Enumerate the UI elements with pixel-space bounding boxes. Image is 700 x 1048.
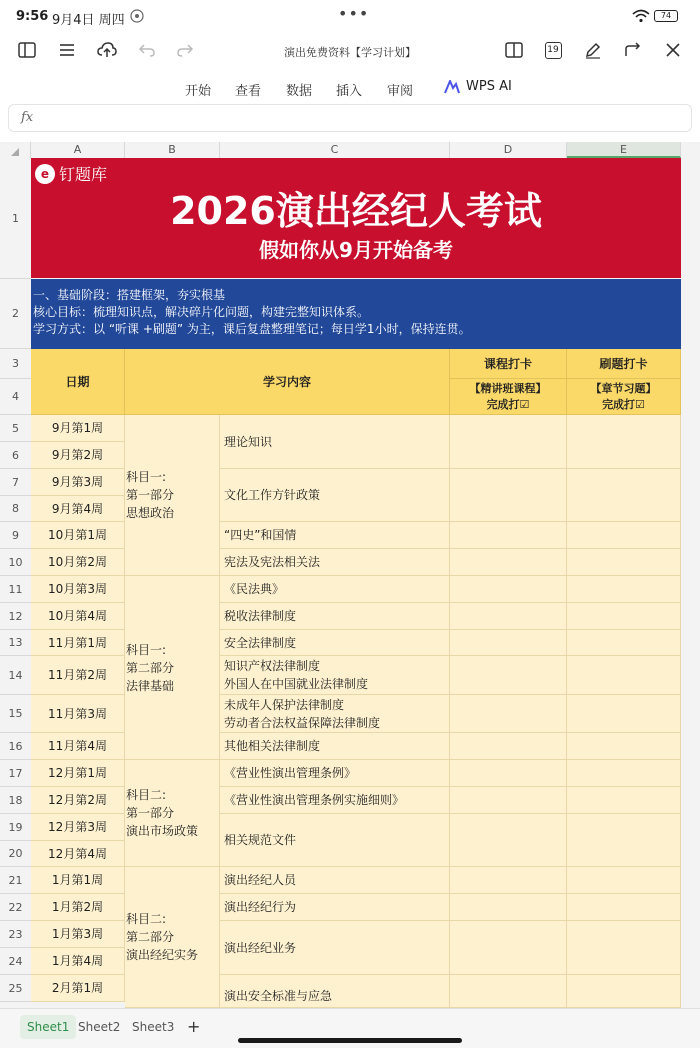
row-header[interactable]: 7 bbox=[0, 469, 31, 496]
date-cell[interactable]: 12月第1周 bbox=[31, 760, 125, 787]
topic-cell[interactable]: 《民法典》 bbox=[220, 576, 450, 603]
tab-data[interactable]: 数据 bbox=[286, 84, 313, 99]
intro-line: 一、基础阶段：搭建框架，夯实根基 bbox=[33, 288, 226, 302]
row-header[interactable]: 5 bbox=[0, 415, 31, 442]
topic-cell[interactable]: 税收法律制度 bbox=[220, 603, 450, 630]
header-content[interactable]: 学习内容 bbox=[125, 349, 450, 415]
redo-icon[interactable] bbox=[173, 38, 197, 62]
row-header[interactable]: 22 bbox=[0, 894, 31, 921]
select-all-corner[interactable] bbox=[0, 142, 31, 158]
date-cell[interactable]: 12月第4周 bbox=[31, 841, 125, 867]
course-check-cell[interactable] bbox=[450, 867, 567, 894]
header-practice[interactable]: 刷题打卡 bbox=[567, 349, 681, 379]
practice-check-cell[interactable] bbox=[567, 975, 681, 1008]
course-check-cell[interactable] bbox=[450, 695, 567, 733]
close-icon[interactable] bbox=[661, 38, 685, 62]
column-header-c[interactable]: C bbox=[220, 142, 450, 158]
practice-check-cell[interactable] bbox=[567, 415, 681, 469]
intro-line: 学习方式：以 “听课 +刷题” 为主，课后复盘整理笔记；每日学1小时，保持连贯。 bbox=[33, 322, 471, 336]
column-header-a[interactable]: A bbox=[31, 142, 125, 158]
wps-ai-icon bbox=[444, 80, 460, 94]
banner-subtitle: 假如你从9月开始备考 bbox=[259, 238, 453, 262]
cloud-sync-icon[interactable] bbox=[95, 38, 119, 62]
course-check-cell[interactable] bbox=[450, 814, 567, 867]
sheet-tab-3[interactable]: Sheet3 bbox=[132, 1020, 175, 1034]
date-cell[interactable]: 9月第4周 bbox=[31, 496, 125, 522]
tab-view[interactable]: 查看 bbox=[235, 84, 262, 99]
row-header[interactable]: 12 bbox=[0, 603, 31, 630]
split-view-icon[interactable] bbox=[502, 38, 526, 62]
topic-cell[interactable]: 未成年人保护法律制度 劳动者合法权益保障法律制度 bbox=[220, 695, 450, 733]
row-header[interactable]: 25 bbox=[0, 975, 31, 1002]
practice-check-cell[interactable] bbox=[567, 656, 681, 695]
tab-insert[interactable]: 插入 bbox=[336, 84, 363, 99]
topic-cell[interactable]: 相关规范文件 bbox=[220, 814, 450, 867]
column-header-b[interactable]: B bbox=[125, 142, 220, 158]
practice-check-cell[interactable] bbox=[567, 921, 681, 975]
header-course[interactable]: 课程打卡 bbox=[450, 349, 567, 379]
practice-check-cell[interactable] bbox=[567, 867, 681, 894]
tab-review[interactable]: 审阅 bbox=[387, 84, 414, 99]
course-check-cell[interactable] bbox=[450, 733, 567, 760]
date-cell[interactable]: 1月第4周 bbox=[31, 948, 125, 975]
row-header[interactable]: 8 bbox=[0, 496, 31, 522]
topic-cell[interactable]: 《营业性演出管理条例》 bbox=[220, 760, 450, 787]
practice-check-cell[interactable] bbox=[567, 630, 681, 656]
ribbon-tabs bbox=[0, 76, 700, 102]
topic-cell[interactable]: 知识产权法律制度 外国人在中国就业法律制度 bbox=[220, 656, 450, 695]
header-course-sub[interactable]: 【精讲班课程】 完成打☑ bbox=[450, 379, 567, 415]
date-cell[interactable]: 2月第1周 bbox=[31, 975, 125, 1002]
topic-cell[interactable]: 演出安全标准与应急 bbox=[220, 975, 450, 1008]
brand-name: 钉题库 bbox=[59, 165, 108, 184]
row-header[interactable]: 18 bbox=[0, 787, 31, 814]
logo-icon: e bbox=[35, 164, 55, 184]
course-check-cell[interactable] bbox=[450, 576, 567, 603]
date-cell[interactable]: 10月第4周 bbox=[31, 603, 125, 630]
topic-cell[interactable]: 其他相关法律制度 bbox=[220, 733, 450, 760]
row-header[interactable]: 1 bbox=[0, 158, 31, 279]
practice-check-cell[interactable] bbox=[567, 695, 681, 733]
practice-check-cell[interactable] bbox=[567, 733, 681, 760]
practice-check-cell[interactable] bbox=[567, 814, 681, 867]
practice-check-cell[interactable] bbox=[567, 469, 681, 522]
row-header[interactable]: 20 bbox=[0, 841, 31, 867]
course-check-cell[interactable] bbox=[450, 469, 567, 522]
date-cell[interactable]: 9月第2周 bbox=[31, 442, 125, 469]
date-cell[interactable]: 10月第2周 bbox=[31, 549, 125, 576]
topic-cell[interactable]: 演出经纪行为 bbox=[220, 894, 450, 921]
topic-cell[interactable]: 文化工作方针政策 bbox=[220, 469, 450, 522]
date-cell[interactable]: 1月第1周 bbox=[31, 867, 125, 894]
tab-start[interactable]: 开始 bbox=[185, 84, 212, 99]
subject-cell[interactable]: 科目一: 第二部分 法律基础 bbox=[125, 576, 220, 760]
share-icon[interactable] bbox=[621, 38, 645, 62]
course-check-cell[interactable] bbox=[450, 894, 567, 921]
row-header[interactable]: 14 bbox=[0, 656, 31, 695]
fx-icon: fx bbox=[21, 110, 34, 125]
topic-cell[interactable]: 安全法律制度 bbox=[220, 630, 450, 656]
course-check-cell[interactable] bbox=[450, 975, 567, 1008]
topic-cell[interactable]: 《营业性演出管理条例实施细则》 bbox=[220, 787, 450, 814]
practice-check-cell[interactable] bbox=[567, 894, 681, 921]
add-sheet-button[interactable]: + bbox=[187, 1017, 201, 1036]
page-count-button[interactable] bbox=[541, 38, 565, 62]
row-header[interactable]: 17 bbox=[0, 760, 31, 787]
course-check-cell[interactable] bbox=[450, 603, 567, 630]
topic-cell[interactable]: 演出经纪人员 bbox=[220, 867, 450, 894]
status-bar bbox=[0, 0, 700, 34]
row-header[interactable]: 4 bbox=[0, 379, 31, 415]
home-indicator[interactable] bbox=[238, 1038, 462, 1043]
tab-wps-ai[interactable] bbox=[444, 79, 512, 94]
date-cell[interactable]: 9月第3周 bbox=[31, 469, 125, 496]
course-check-cell[interactable] bbox=[450, 760, 567, 787]
course-check-cell[interactable] bbox=[450, 630, 567, 656]
status-time: 9:56 bbox=[16, 9, 49, 24]
date-cell[interactable]: 1月第3周 bbox=[31, 921, 125, 948]
topic-cell[interactable]: 理论知识 bbox=[220, 415, 450, 469]
row-header[interactable]: 13 bbox=[0, 630, 31, 656]
subject-cell[interactable]: 科目二: 第二部分 演出经纪实务 bbox=[125, 867, 220, 1008]
date-cell[interactable]: 10月第1周 bbox=[31, 522, 125, 549]
row-header[interactable]: 3 bbox=[0, 349, 31, 379]
date-cell[interactable]: 11月第2周 bbox=[31, 656, 125, 695]
document-title[interactable]: 演出免费资料【学习计划】 bbox=[284, 46, 416, 59]
practice-check-cell[interactable] bbox=[567, 603, 681, 630]
practice-check-cell[interactable] bbox=[567, 760, 681, 787]
topic-cell[interactable]: 宪法及宪法相关法 bbox=[220, 549, 450, 576]
date-cell[interactable]: 11月第4周 bbox=[31, 733, 125, 760]
status-date: 9月4日 周四 bbox=[52, 13, 125, 28]
course-check-cell[interactable] bbox=[450, 549, 567, 576]
page-count-label: 19 bbox=[545, 42, 562, 59]
practice-check-cell[interactable] bbox=[567, 522, 681, 549]
notification-icon bbox=[130, 9, 144, 27]
topic-cell[interactable]: 演出经纪业务 bbox=[220, 921, 450, 975]
formula-bar[interactable] bbox=[8, 104, 692, 132]
edit-pen-icon[interactable] bbox=[581, 38, 605, 62]
intro-cell[interactable] bbox=[31, 279, 681, 349]
row-header[interactable]: 21 bbox=[0, 867, 31, 894]
title-banner[interactable] bbox=[31, 158, 681, 278]
row-header[interactable]: 2 bbox=[0, 279, 31, 349]
header-practice-sub[interactable]: 【章节习题】 完成打☑ bbox=[567, 379, 681, 415]
banner-title: 2026演出经纪人考试 bbox=[170, 189, 542, 233]
practice-check-cell[interactable] bbox=[567, 787, 681, 814]
row-header[interactable]: 6 bbox=[0, 442, 31, 469]
date-cell[interactable]: 11月第3周 bbox=[31, 695, 125, 733]
course-check-cell[interactable] bbox=[450, 787, 567, 814]
spreadsheet-grid[interactable] bbox=[0, 142, 700, 1008]
date-cell[interactable]: 10月第3周 bbox=[31, 576, 125, 603]
practice-check-cell[interactable] bbox=[567, 549, 681, 576]
date-cell[interactable]: 12月第2周 bbox=[31, 787, 125, 814]
practice-check-cell[interactable] bbox=[567, 576, 681, 603]
battery-indicator: 74 bbox=[654, 10, 678, 22]
row-header[interactable]: 9 bbox=[0, 522, 31, 549]
intro-line: 核心目标：梳理知识点，解决碎片化问题，构建完整知识体系。 bbox=[33, 305, 370, 319]
subject-cell[interactable]: 科目二: 第一部分 演出市场政策 bbox=[125, 760, 220, 867]
sidebar-toggle-icon[interactable] bbox=[15, 38, 39, 62]
row-header[interactable]: 19 bbox=[0, 814, 31, 841]
wifi-icon bbox=[632, 9, 650, 27]
sheet-tab-1[interactable]: Sheet1 bbox=[20, 1015, 76, 1039]
course-check-cell[interactable] bbox=[450, 522, 567, 549]
subject-cell[interactable]: 科目一: 第一部分 思想政治 bbox=[125, 415, 220, 576]
row-header[interactable]: 10 bbox=[0, 549, 31, 576]
course-check-cell[interactable] bbox=[450, 415, 567, 469]
wps-ai-label: WPS AI bbox=[466, 79, 512, 94]
row-header[interactable]: 15 bbox=[0, 695, 31, 733]
date-cell[interactable]: 1月第2周 bbox=[31, 894, 125, 921]
course-check-cell[interactable] bbox=[450, 656, 567, 695]
app-toolbar bbox=[0, 34, 700, 66]
row-header[interactable]: 23 bbox=[0, 921, 31, 948]
date-cell[interactable]: 11月第1周 bbox=[31, 630, 125, 656]
row-header[interactable]: 16 bbox=[0, 733, 31, 760]
date-cell[interactable]: 9月第1周 bbox=[31, 415, 125, 442]
date-cell[interactable]: 12月第3周 bbox=[31, 814, 125, 841]
row-header[interactable]: 11 bbox=[0, 576, 31, 603]
sheet-tab-2[interactable]: Sheet2 bbox=[78, 1020, 121, 1034]
vertical-scrollbar[interactable] bbox=[684, 158, 700, 1008]
row-header[interactable]: 24 bbox=[0, 948, 31, 975]
undo-icon[interactable] bbox=[135, 38, 159, 62]
header-date[interactable]: 日期 bbox=[31, 349, 125, 415]
multitask-dots-icon[interactable]: ••• bbox=[338, 4, 370, 23]
menu-icon[interactable] bbox=[55, 38, 79, 62]
column-header-d[interactable]: D bbox=[450, 142, 567, 158]
topic-cell[interactable]: “四史”和国情 bbox=[220, 522, 450, 549]
course-check-cell[interactable] bbox=[450, 921, 567, 975]
column-header-e[interactable]: E bbox=[567, 142, 681, 158]
